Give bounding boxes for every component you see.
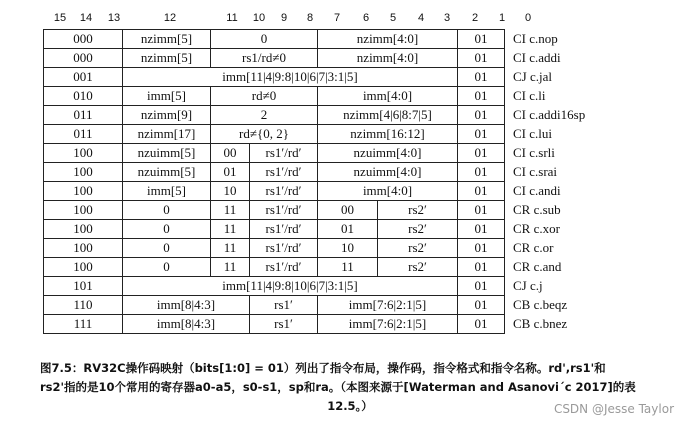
field-cell: 01 <box>458 258 505 277</box>
field-cell: imm[11|4|9:8|10|6|7|3:1|5] <box>123 277 458 296</box>
bit-label: 13 <box>107 12 121 24</box>
instruction-name: CR c.xor <box>513 221 560 236</box>
rv32c-opcode-map-table <box>43 29 625 334</box>
instruction-name: CB c.beqz <box>513 297 568 312</box>
field-cell: 0 <box>123 201 211 220</box>
instruction-name: CI c.lui <box>513 126 552 141</box>
field-cell: rs1′ <box>250 315 318 334</box>
field-cell: 011 <box>44 106 123 125</box>
field-cell: 0 <box>123 258 211 277</box>
field-cell: 111 <box>44 315 123 334</box>
field-cell: 100 <box>44 220 123 239</box>
field-cell: 000 <box>44 49 123 68</box>
field-cell: 11 <box>211 258 250 277</box>
instruction-row <box>44 87 625 106</box>
field-cell: rs2′ <box>378 220 458 239</box>
field-cell: 100 <box>44 258 123 277</box>
field-cell: rs2′ <box>378 258 458 277</box>
field-cell: nzimm[5] <box>123 30 211 49</box>
bit-label: 8 <box>306 12 314 24</box>
instruction-row <box>44 125 625 144</box>
field-cell: 10 <box>318 239 378 258</box>
instruction-name: CI c.andi <box>513 183 561 198</box>
caption-line-1: 图7.5：RV32C操作码映射（bits[1:0] = 01）列出了指令布局，操作码，指令格式和指令名称。rd',rs1'和 <box>40 361 606 375</box>
field-cell: imm[11|4|9:8|10|6|7|3:1|5] <box>123 68 458 87</box>
field-cell: 01 <box>318 220 378 239</box>
instruction-name: CJ c.jal <box>513 69 552 84</box>
field-cell: 01 <box>458 315 505 334</box>
field-cell: 10 <box>211 182 250 201</box>
field-cell: 00 <box>211 144 250 163</box>
field-cell: 01 <box>458 106 505 125</box>
field-cell: 100 <box>44 182 123 201</box>
field-cell: 101 <box>44 277 123 296</box>
field-cell: 011 <box>44 125 123 144</box>
field-cell: imm[5] <box>123 182 211 201</box>
bit-label: 11 <box>226 12 238 24</box>
instruction-name: CR c.and <box>513 259 562 274</box>
instruction-row <box>44 277 625 296</box>
instruction-row <box>44 68 625 87</box>
bit-label: 12 <box>163 12 177 24</box>
field-cell: imm[7:6|2:1|5] <box>318 315 458 334</box>
field-cell: 11 <box>318 258 378 277</box>
bit-label: 4 <box>417 12 425 24</box>
caption-line-3: 12.5。） <box>327 399 373 413</box>
field-cell: rs1′/rd′ <box>250 220 318 239</box>
field-cell: 0 <box>123 220 211 239</box>
instruction-name: CI c.addi16sp <box>513 107 586 122</box>
bit-label: 15 <box>53 12 67 24</box>
bit-label: 10 <box>252 12 266 24</box>
field-cell: 0 <box>211 30 318 49</box>
field-cell: 01 <box>458 201 505 220</box>
field-cell: rd≠0 <box>211 87 318 106</box>
field-cell: rs1′/rd′ <box>250 258 318 277</box>
field-cell: imm[8|4:3] <box>123 296 250 315</box>
field-cell: rs1′/rd′ <box>250 182 318 201</box>
field-cell: nzimm[5] <box>123 49 211 68</box>
instruction-row <box>44 30 625 49</box>
field-cell: 01 <box>458 277 505 296</box>
instruction-name: CJ c.j <box>513 278 543 293</box>
field-cell: nzimm[17] <box>123 125 211 144</box>
instruction-row <box>44 201 625 220</box>
field-cell: nzuimm[5] <box>123 163 211 182</box>
field-cell: 110 <box>44 296 123 315</box>
instruction-name: CB c.bnez <box>513 316 568 331</box>
field-cell: 000 <box>44 30 123 49</box>
field-cell: 01 <box>458 68 505 87</box>
field-cell: 01 <box>458 87 505 106</box>
instruction-name: CR c.sub <box>513 202 561 217</box>
field-cell: imm[8|4:3] <box>123 315 250 334</box>
field-cell: nzimm[4|6|8:7|5] <box>318 106 458 125</box>
field-cell: 01 <box>458 220 505 239</box>
field-cell: 01 <box>458 239 505 258</box>
field-cell: 100 <box>44 144 123 163</box>
instruction-row <box>44 182 625 201</box>
bit-label: 14 <box>79 12 93 24</box>
bit-label: 3 <box>443 12 451 24</box>
field-cell: 01 <box>458 49 505 68</box>
field-cell: rs1/rd≠0 <box>211 49 318 68</box>
field-cell: 00 <box>318 201 378 220</box>
bit-label: 5 <box>389 12 397 24</box>
field-cell: 0 <box>123 239 211 258</box>
field-cell: 001 <box>44 68 123 87</box>
bit-label: 2 <box>471 12 479 24</box>
instruction-row <box>44 239 625 258</box>
field-cell: nzuimm[4:0] <box>318 144 458 163</box>
instruction-name: CI c.srli <box>513 145 555 160</box>
field-cell: 01 <box>458 144 505 163</box>
field-cell: 01 <box>458 182 505 201</box>
field-cell: 01 <box>458 30 505 49</box>
field-cell: rs1′/rd′ <box>250 144 318 163</box>
field-cell: imm[4:0] <box>318 87 458 106</box>
field-cell: 01 <box>458 296 505 315</box>
field-cell: 010 <box>44 87 123 106</box>
field-cell: 01 <box>458 125 505 144</box>
field-cell: rs1′/rd′ <box>250 201 318 220</box>
field-cell: 01 <box>458 163 505 182</box>
field-cell: 01 <box>211 163 250 182</box>
field-cell: rs2′ <box>378 201 458 220</box>
field-cell: nzimm[9] <box>123 106 211 125</box>
field-cell: 11 <box>211 220 250 239</box>
instruction-name: CI c.nop <box>513 31 558 46</box>
instruction-name: CR c.or <box>513 240 554 255</box>
field-cell: 2 <box>211 106 318 125</box>
bit-label: 9 <box>280 12 288 24</box>
field-cell: 11 <box>211 201 250 220</box>
instruction-name: CI c.srai <box>513 164 558 179</box>
field-cell: rs1′/rd′ <box>250 163 318 182</box>
instruction-row <box>44 315 625 334</box>
field-cell: nzimm[4:0] <box>318 49 458 68</box>
field-cell: 100 <box>44 163 123 182</box>
field-cell: imm[4:0] <box>318 182 458 201</box>
bit-label: 6 <box>362 12 370 24</box>
field-cell: nzimm[16:12] <box>318 125 458 144</box>
field-cell: 100 <box>44 201 123 220</box>
instruction-row <box>44 49 625 68</box>
instruction-row <box>44 296 625 315</box>
field-cell: 100 <box>44 239 123 258</box>
instruction-row <box>44 220 625 239</box>
instruction-row <box>44 258 625 277</box>
bit-label: 7 <box>333 12 341 24</box>
bit-label: 1 <box>498 12 506 24</box>
field-cell: rs2′ <box>378 239 458 258</box>
field-cell: nzuimm[4:0] <box>318 163 458 182</box>
watermark: CSDN @Jesse Taylor <box>553 402 674 416</box>
caption-line-2: rs2'指的是10个常用的寄存器a0-a5，s0-s1，sp和ra。（本图来源于[Waterman and Asanovi´c 2017]的表 <box>40 380 636 394</box>
field-cell: nzimm[4:0] <box>318 30 458 49</box>
instruction-row <box>44 144 625 163</box>
field-cell: 11 <box>211 239 250 258</box>
field-cell: rs1′/rd′ <box>250 239 318 258</box>
field-cell: imm[7:6|2:1|5] <box>318 296 458 315</box>
field-cell: rd≠{0, 2} <box>211 125 318 144</box>
instruction-row <box>44 163 625 182</box>
instruction-name: CI c.addi <box>513 50 561 65</box>
instruction-name: CI c.li <box>513 88 546 103</box>
instruction-row <box>44 106 625 125</box>
field-cell: imm[5] <box>123 87 211 106</box>
field-cell: nzuimm[5] <box>123 144 211 163</box>
bit-index-header <box>0 12 686 28</box>
field-cell: rs1′ <box>250 296 318 315</box>
bit-label: 0 <box>524 12 532 24</box>
